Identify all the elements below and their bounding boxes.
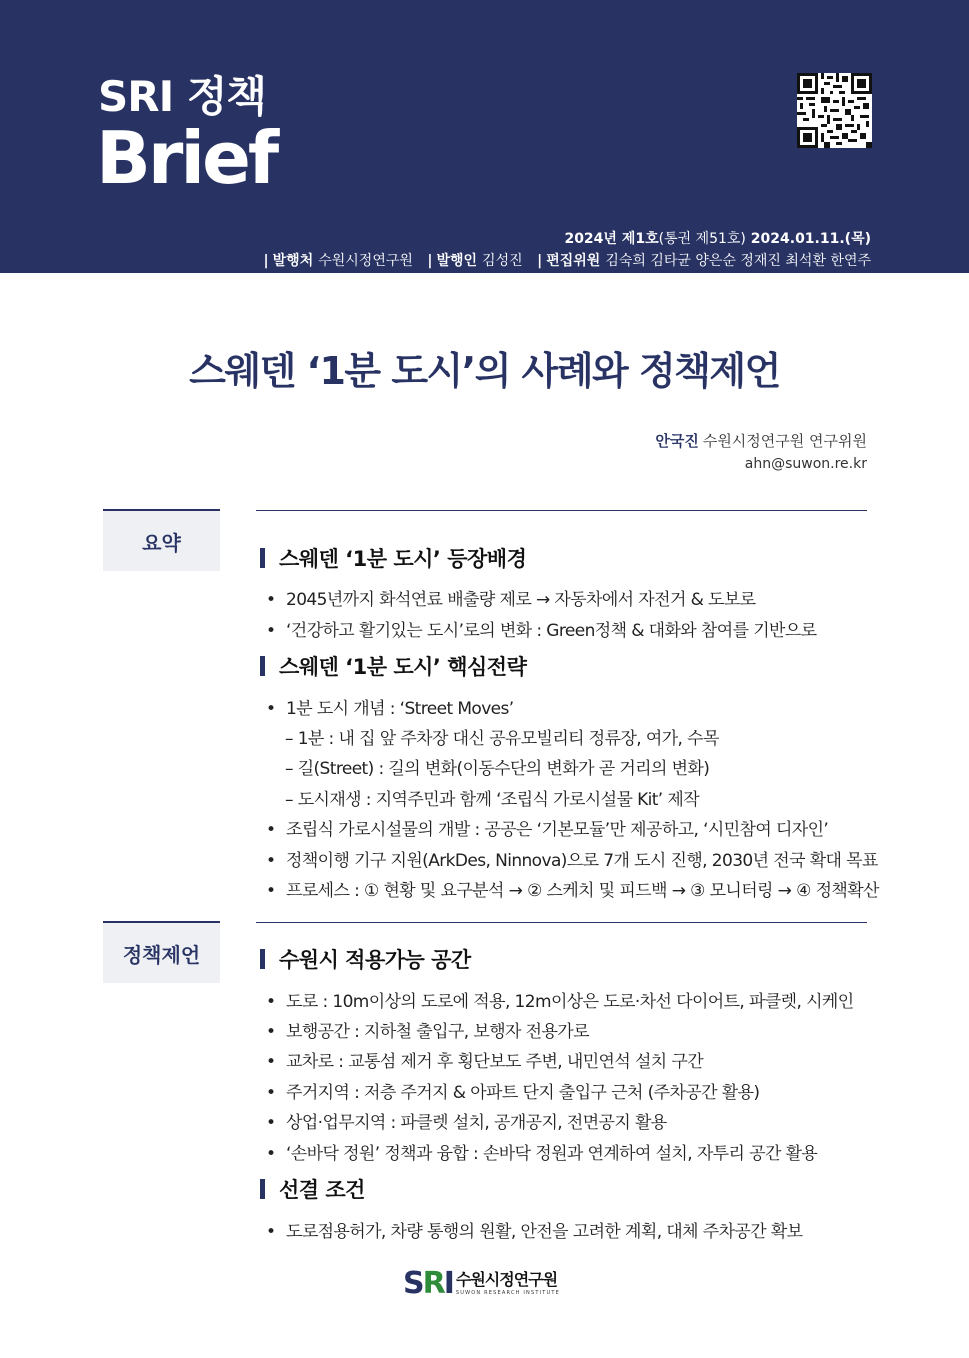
heading-text: 스웨덴 ‘1분 도시’ 등장배경 — [279, 547, 527, 571]
list-item — [266, 1017, 589, 1042]
logo-letter-s: S — [403, 1266, 423, 1301]
publisher-value: 수원시정연구원 — [318, 253, 413, 269]
logo-korean-name: 수원시정연구원 — [455, 1270, 558, 1289]
sub-list-item: – 도시재생 : 지역주민과 함께 ‘조립식 가로시설물 Kit’ 제작 — [285, 790, 700, 810]
heading-marker — [260, 1179, 265, 1199]
author-affiliation: 수원시정연구원 연구위원 — [702, 432, 867, 450]
section-divider — [256, 510, 867, 511]
list-item — [266, 846, 878, 871]
list-item — [266, 987, 854, 1012]
section-divider — [256, 922, 867, 923]
bullet-icon: • — [266, 1022, 276, 1042]
list-item-text: 도로 : 10m이상의 도로에 적용, 12m이상은 도로·차선 다이어트, 파클렛, 시케인 — [286, 992, 854, 1012]
bullet-icon: • — [266, 590, 276, 610]
bullet-icon: • — [266, 1052, 276, 1072]
bullet-icon: • — [266, 1222, 276, 1242]
section-heading — [260, 543, 526, 573]
list-item-text: 정책이행 기구 지원(ArkDes, Ninnova)으로 7개 도시 진행, 2030년 전국 확대 목표 — [286, 851, 878, 871]
publisher-info: | 발행처 수원시정연구원 — [263, 253, 413, 269]
bullet-icon: • — [266, 1144, 276, 1164]
author-name: 안국진 — [655, 432, 699, 450]
list-item — [266, 585, 756, 610]
editors-value: 김숙희 김타균 양은순 정재진 최석환 한연주 — [605, 253, 871, 269]
list-item — [266, 1047, 703, 1072]
policy-section-label: 정책제언 — [103, 921, 220, 983]
bullet-icon: • — [266, 820, 276, 840]
bullet-icon: • — [266, 1113, 276, 1133]
issue-info — [564, 228, 871, 248]
publisher-label: 발행처 — [272, 253, 314, 269]
bullet-icon: • — [266, 881, 276, 901]
sub-list-item: – 길(Street) : 길의 변화(이동수단의 변화가 곧 거리의 변화) — [285, 759, 710, 779]
issuer-info: | 발행인 김성진 — [427, 253, 523, 269]
bullet-icon: • — [266, 621, 276, 641]
list-item-text: 2045년까지 화석연료 배출량 제로 → 자동차에서 자전거 & 도보로 — [286, 590, 756, 610]
issuer-value: 김성진 — [482, 253, 523, 269]
section-heading — [260, 651, 526, 681]
list-item — [266, 694, 514, 719]
list-item — [266, 616, 816, 641]
header-banner — [0, 0, 969, 273]
section-heading — [260, 944, 471, 974]
list-item-text: 도로점용허가, 차량 통행의 원활, 안전을 고려한 계획, 대체 주차공간 확보 — [286, 1222, 803, 1242]
list-item-text: ‘건강하고 활기있는 도시’로의 변화 : Green정책 & 대화와 참여를 기반으로 — [286, 621, 817, 641]
editors-label: 편집위원 — [546, 253, 601, 269]
list-item — [266, 1078, 759, 1103]
heading-text: 스웨덴 ‘1분 도시’ 핵심전략 — [279, 655, 527, 679]
logo-english-name: SUWON RESEARCH INSTITUTE — [455, 1290, 561, 1296]
issuer-label: 발행인 — [436, 253, 478, 269]
author-email[interactable]: ahn@suwon.re.kr — [744, 456, 867, 472]
list-item-text: 주거지역 : 저층 주거지 & 아파트 단지 출입구 근처 (주차공간 활용) — [286, 1083, 760, 1103]
brand-title: SRI 정책 — [98, 72, 266, 121]
issue-date: 2024.01.11.(목) — [745, 231, 871, 247]
heading-marker — [260, 949, 265, 969]
list-item-text: 상업·업무지역 : 파클렛 설치, 공개공지, 전면공지 활용 — [286, 1113, 667, 1133]
list-item-text: 조립식 가로시설물의 개발 : 공공은 ‘기본모듈’만 제공하고, ‘시민참여 디자인’ — [286, 820, 829, 840]
section-heading — [260, 1174, 365, 1204]
summary-section-label: 요약 — [103, 509, 220, 571]
sub-list-item: – 1분 : 내 집 앞 주차장 대신 공유모빌리티 정류장, 여가, 수목 — [285, 729, 719, 749]
heading-marker — [260, 656, 265, 676]
qr-code-icon[interactable] — [797, 73, 872, 148]
list-item-text: 1분 도시 개념 : ‘Street Moves’ — [286, 699, 514, 719]
list-item — [266, 876, 879, 901]
list-item-text: ‘손바닥 정원’ 정책과 융합 : 손바닥 정원과 연계하여 설치, 자투리 공간 활용 — [286, 1144, 818, 1164]
logo-text — [456, 1271, 560, 1297]
bullet-icon: • — [266, 851, 276, 871]
list-item-text: 교차로 : 교통섬 제거 후 횡단보도 주변, 내민연석 설치 구간 — [286, 1052, 704, 1072]
heading-text: 선결 조건 — [279, 1178, 365, 1202]
bullet-icon: • — [266, 699, 276, 719]
page-title: 스웨덴 ‘1분 도시’의 사례와 정책제언 — [189, 349, 780, 393]
bullet-icon: • — [266, 1083, 276, 1103]
list-item — [266, 1217, 802, 1242]
logo-letter-r: R — [422, 1266, 444, 1301]
brand-subtitle: Brief — [96, 116, 277, 200]
list-item — [266, 815, 828, 840]
institute-logo — [403, 1268, 560, 1300]
logo-letter-i: I — [443, 1266, 453, 1301]
issue-number: 2024년 제1호 — [564, 231, 659, 247]
list-item-text: 보행공간 : 지하철 출입구, 보행자 전용가로 — [286, 1022, 589, 1042]
author-line — [655, 430, 867, 451]
bullet-icon: • — [266, 992, 276, 1012]
editors-info: | 편집위원 김숙희 김타균 양은순 정재진 최석환 한연주 — [537, 253, 871, 269]
sri-logo-mark — [403, 1268, 453, 1300]
heading-marker — [260, 548, 265, 568]
list-item — [266, 1139, 817, 1164]
list-item-text: 프로세스 : ① 현황 및 요구분석 → ② 스케치 및 피드백 → ③ 모니터링 → ④ 정책확산 — [286, 881, 879, 901]
list-item — [266, 1108, 667, 1133]
issue-volume: (통권 제51호) — [658, 231, 746, 247]
heading-text: 수원시 적용가능 공간 — [279, 948, 471, 972]
publication-meta — [254, 250, 871, 270]
